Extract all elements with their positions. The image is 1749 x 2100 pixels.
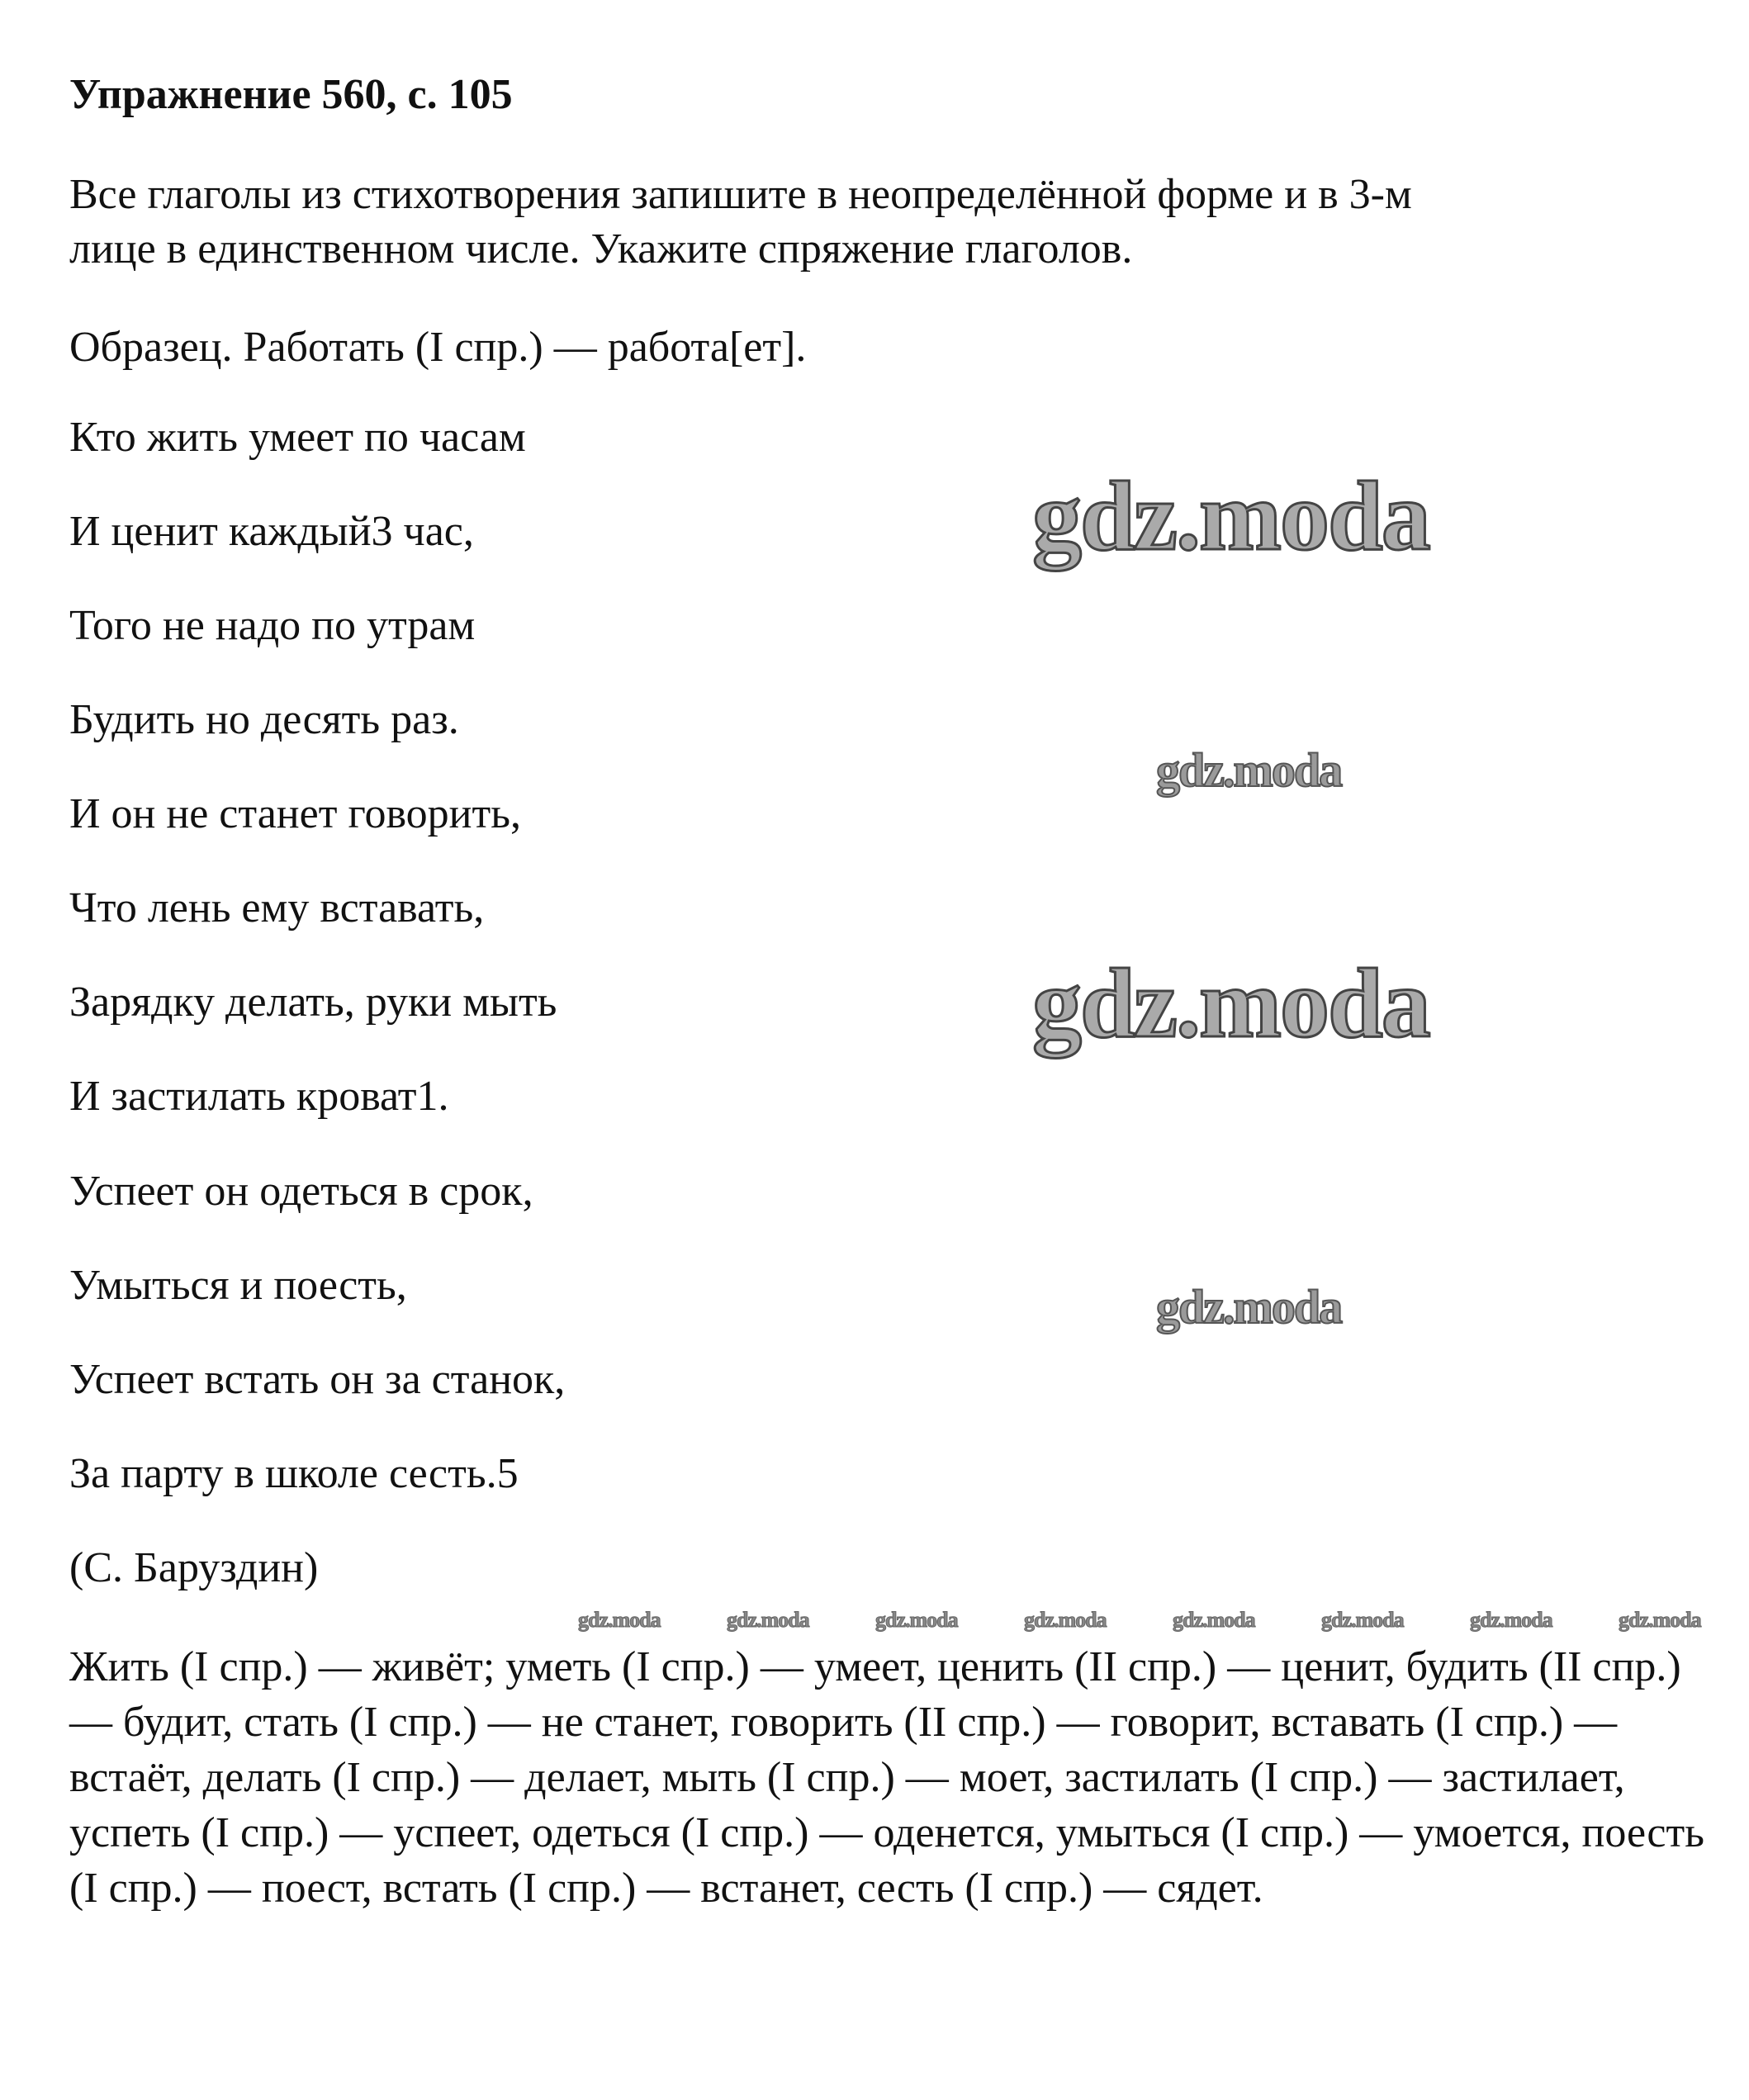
poem-line: Умыться и поесть, <box>69 1262 407 1309</box>
poem-line: И он не станет говорить, <box>69 790 521 837</box>
watermark: gdz.moda <box>578 1608 661 1632</box>
sample-text: Образец. Работать (I спр.) — работа[ет]. <box>69 324 807 371</box>
poem-line: И застилать кроват1. <box>69 1073 449 1120</box>
watermark: gdz.moda <box>1156 743 1342 797</box>
instruction-line-2: лице в единственном числе. Укажите спряжение глаголов. <box>69 225 1133 273</box>
poem-line: Успеет он одеться в срок, <box>69 1168 533 1215</box>
exercise-title: Упражнение 560, с. 105 <box>69 71 513 118</box>
watermark: gdz.moda <box>1619 1608 1701 1632</box>
watermark: gdz.moda <box>1032 948 1429 1058</box>
instruction-line-1: Все глаголы из стихотворения запишите в неопределённой форме и в 3-м <box>69 171 1412 218</box>
poem-line: Что лень ему вставать, <box>69 884 485 931</box>
watermark: gdz.moda <box>1024 1608 1107 1632</box>
poem-line: Того не надо по утрам <box>69 602 476 649</box>
watermark: gdz.moda <box>1156 1280 1342 1334</box>
watermark: gdz.moda <box>1470 1608 1552 1632</box>
poem-line: Будить но десять раз. <box>69 696 459 743</box>
poem-line: Успеет встать он за станок, <box>69 1356 566 1403</box>
watermark: gdz.moda <box>875 1608 958 1632</box>
poem-line: Кто жить умеет по часам <box>69 414 526 461</box>
answer-text: Жить (I спр.) — живёт; уметь (I спр.) — умеет, ценить (II спр.) — ценит, будить (II спр.) — будит, стать (I спр.) — не станет, говорить (II спр.) — говорит, вставать (I спр.) — встаёт, делать (I спр.) — делает, мыть (I спр.) — моет, застилать (I спр.) — застилает, успеть (I спр.) — успеет, одеться (I спр.) — оденется, умыться (I спр.) — умоется, поесть (I спр.) — поест, встать (I спр.) — встанет, сесть (I спр.) — сядет. <box>69 1643 1704 1912</box>
poem-line: Зарядку делать, руки мыть <box>69 979 557 1026</box>
watermark: gdz.moda <box>1173 1608 1255 1632</box>
watermark: gdz.moda <box>727 1608 809 1632</box>
watermark: gdz.moda <box>1032 461 1429 571</box>
poem-author: (С. Баруздин) <box>69 1544 319 1591</box>
watermark: gdz.moda <box>1321 1608 1404 1632</box>
poem-line: За парту в школе сесть.5 <box>69 1450 519 1497</box>
poem-line: И ценит каждый3 час, <box>69 508 474 555</box>
